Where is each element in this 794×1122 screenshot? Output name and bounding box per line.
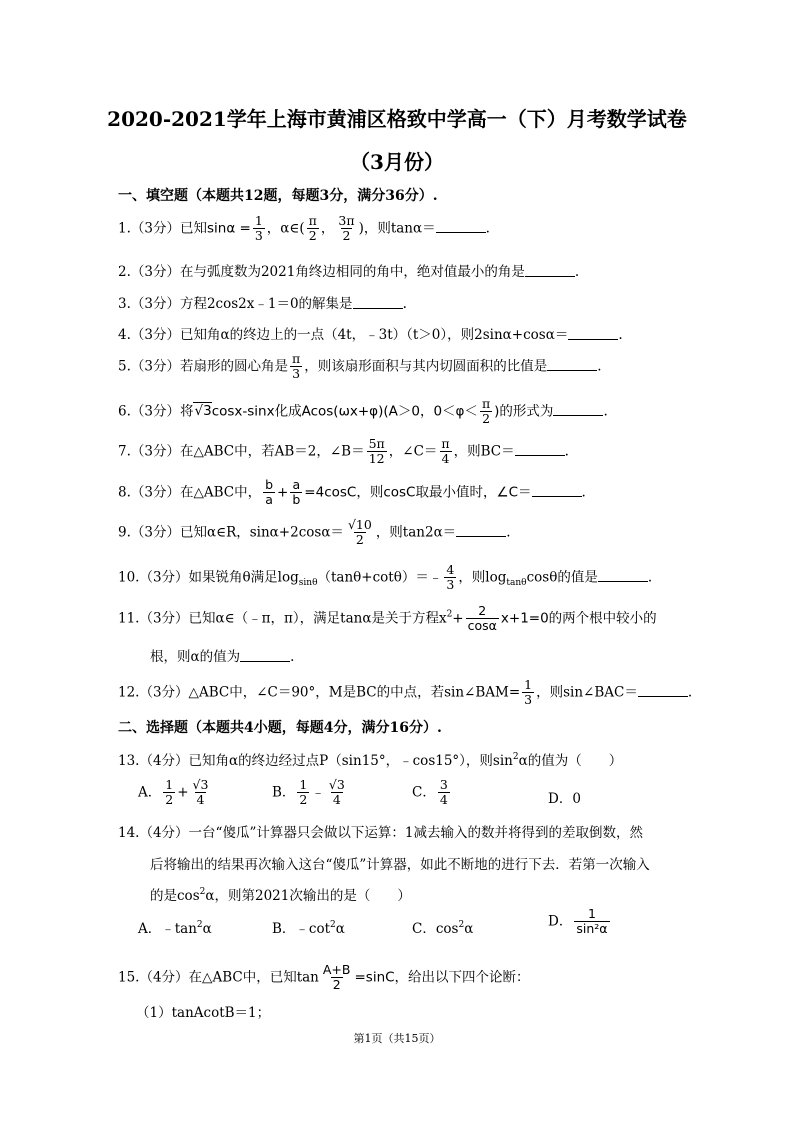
denominator: 2 [332, 977, 341, 993]
q1-text-3: ， [320, 220, 335, 237]
answer-blank[interactable] [532, 484, 582, 497]
q7-text: 7.（3分）在△ABC中，若AB＝2，∠B＝ [118, 443, 365, 460]
numerator: π [481, 396, 491, 411]
document-subtitle: （3月份） [350, 150, 444, 174]
answer-blank[interactable] [553, 403, 603, 416]
q6-end: . [603, 403, 608, 420]
question-11 [118, 604, 657, 634]
question-9 [118, 518, 510, 548]
denominator: sin²α [576, 921, 608, 937]
q1-text-2: ，α∈( [266, 220, 305, 237]
q7-text-2: ，∠C＝ [388, 443, 438, 460]
q3-text: 3.（3分）方程2cos2x﹣1＝0的解集是 [118, 296, 353, 312]
q11-text-2: x+1=0的两个根中较小的 [500, 610, 657, 627]
denominator: 2 [482, 411, 491, 427]
q15-text: 15.（4分）在△ABC中，已知tan [118, 969, 319, 986]
denominator: 2 [342, 228, 351, 244]
denominator: 3 [254, 228, 263, 244]
question-3 [118, 292, 407, 312]
q6-text: 6.（3分）将 [118, 403, 194, 420]
q8-text-2: =4cosC，则cosC取最小值时，∠C＝ [304, 484, 532, 501]
log-base: tanθ [506, 578, 527, 589]
denominator: 4 [441, 451, 450, 467]
q13-text-2: α的值为（ ） [518, 753, 623, 769]
q10-end: . [647, 569, 653, 586]
fraction [290, 478, 302, 508]
fraction [336, 214, 356, 244]
q8-text: 8.（3分）在△ABC中， [118, 484, 262, 501]
q15-text-2: =sinC，给出以下四个论断： [354, 969, 530, 986]
fraction [367, 437, 387, 467]
answer-blank[interactable] [598, 569, 648, 582]
log-base: sinθ [298, 578, 318, 589]
q14-option-b[interactable] [272, 917, 345, 937]
q13-option-d[interactable] [548, 787, 581, 807]
denominator: 2 [308, 228, 317, 244]
answer-blank[interactable] [568, 327, 618, 340]
q5-text-2: ，则该扇形面积与其内切圆面积的比值是 [304, 358, 548, 375]
numerator: A+B [322, 962, 351, 977]
question-8 [118, 478, 586, 508]
option-text: α [202, 921, 212, 937]
numerator: 1 [587, 906, 596, 921]
option-letter: C． [412, 784, 436, 801]
denominator: cosα [467, 618, 497, 634]
fraction [522, 678, 534, 708]
fraction [439, 437, 451, 467]
q13-option-a[interactable] [138, 778, 212, 808]
numerator: √3 [328, 777, 345, 792]
option-text: α [335, 921, 345, 937]
denominator: 4 [332, 792, 341, 808]
option-text: D．0 [548, 791, 581, 807]
question-14: 14.（4分）一台“傻瓜”计算器只会做以下运算：1减去输入的数并将得到的差取倒数，然 [118, 825, 643, 841]
plus-sign: + [277, 484, 289, 501]
q14-text: 的是cos [150, 888, 200, 904]
answer-blank[interactable] [515, 443, 565, 456]
option-letter: D． [548, 913, 573, 930]
q10-text-4: cosθ的值是 [526, 569, 598, 586]
numerator: 3 [439, 777, 448, 792]
question-13 [118, 749, 622, 769]
question-1 [118, 214, 490, 244]
q13-text: 13.（4分）已知角α的终边经过点P（sin15°，﹣cos15°），则sin [118, 753, 513, 769]
answer-blank[interactable] [547, 358, 597, 371]
q10-text-3: ，则log [458, 569, 507, 586]
denominator: 2 [299, 792, 308, 808]
numerator: √3 [192, 777, 209, 792]
fraction [438, 778, 450, 808]
denominator: 12 [368, 451, 385, 467]
option-text: A．﹣tan [138, 921, 197, 937]
section-header-choice: 二、选择题（本题共4小题，每题4分，满分16分）. [118, 720, 442, 736]
numerator: b [265, 477, 274, 492]
q10-text-2: （tanθ+cotθ）＝﹣ [317, 569, 443, 586]
denominator: b [292, 492, 301, 508]
numerator: 1 [254, 213, 263, 228]
fraction [163, 778, 175, 808]
plus-sign: + [452, 610, 464, 627]
denominator: 4 [439, 792, 448, 808]
fraction [466, 604, 499, 634]
q13-option-c[interactable] [412, 778, 452, 808]
denominator: a [265, 492, 273, 508]
q14-option-a[interactable] [138, 917, 212, 937]
q3-end: . [402, 296, 407, 312]
fraction [191, 778, 211, 808]
denominator: 3 [524, 692, 533, 708]
fraction [574, 907, 609, 937]
q6-sqrt: √3 [194, 403, 212, 420]
fraction [346, 518, 374, 548]
exponent: 2 [199, 887, 206, 897]
denominator: 2 [355, 532, 364, 548]
denominator: 3 [292, 366, 301, 382]
question-15 [118, 963, 530, 993]
q11-end: . [290, 649, 295, 665]
question-2 [118, 260, 579, 280]
fraction [263, 478, 275, 508]
numerator: 1 [165, 777, 174, 792]
numerator: 4 [446, 562, 455, 577]
q9-text-2: ，则tan2α＝ [375, 524, 457, 541]
q6-expr: cosx-sinx化成Acos(ωx+φ)(A＞0，0＜φ＜ [211, 403, 478, 420]
page-footer: 第1页（共15页） [353, 1032, 441, 1045]
question-4 [118, 323, 623, 343]
numerator: √10 [347, 517, 372, 532]
q1-expr: sinα = [206, 220, 251, 237]
numerator: π [308, 213, 317, 228]
q5-text: 5.（3分）若扇形的圆心角是 [118, 358, 288, 375]
minus-sign: ﹣ [311, 784, 325, 801]
numerator: 2 [478, 603, 487, 618]
fraction [297, 778, 309, 808]
denominator: 2 [165, 792, 174, 808]
numerator: 3π [338, 213, 355, 228]
answer-blank[interactable] [525, 264, 575, 277]
question-5 [118, 352, 602, 382]
option-text: B．﹣cot [272, 921, 331, 937]
q5-end: . [597, 358, 602, 375]
q7-end: . [564, 443, 569, 460]
q4-text: 4.（3分）已知角α的终边上的一点（4t，﹣3t）（t＞0），则2sinα+cosα＝ [118, 327, 569, 343]
option-text: α [464, 921, 474, 937]
q2-text: 2.（3分）在与弧度数为2021角终边相同的角中，绝对值最小的角是 [118, 264, 525, 280]
numerator: 5π [368, 436, 385, 451]
q11-text-3: 根，则α的值为 [150, 649, 241, 665]
exponent: 2 [512, 752, 519, 762]
answer-blank[interactable] [353, 296, 403, 309]
fraction [444, 563, 456, 593]
numerator: 1 [299, 777, 308, 792]
section-header-fill-in: 一、填空题（本题共12题，每题3分，满分36分）. [118, 188, 438, 204]
q14-option-d[interactable] [548, 907, 612, 937]
numerator: a [292, 477, 301, 492]
document-title: 2020-2021学年上海市黄浦区格致中学高一（下）月考数学试卷 [107, 107, 687, 131]
q4-end: . [618, 327, 623, 343]
q9-text: 9.（3分）已知α∈R，sinα+2cosα＝ [118, 524, 344, 541]
question-10 [118, 563, 652, 593]
question-15-statement-1: （1）tanAcotB＝1； [136, 1005, 271, 1021]
q6-text-2: )的形式为 [494, 403, 554, 420]
option-letter: A． [138, 784, 162, 801]
fraction [480, 397, 492, 427]
question-12 [118, 678, 692, 708]
option-text: C．cos [412, 921, 459, 937]
q14-option-c[interactable] [412, 917, 473, 937]
q2-end: . [574, 264, 580, 280]
q1-text-4: )，则tanα＝ [358, 220, 436, 237]
fraction [253, 214, 265, 244]
q12-text-2: ，则sin∠BAC＝ [536, 684, 638, 701]
q8-end: . [581, 484, 586, 501]
fraction [327, 778, 347, 808]
question-7 [118, 437, 569, 467]
q14-text-2: α，则第2021次输出的是（ ） [205, 888, 411, 904]
exponent: 2 [458, 920, 465, 930]
exponent: 2 [196, 920, 203, 930]
numerator: π [291, 351, 301, 366]
q12-end: . [687, 684, 693, 701]
numerator: 1 [524, 677, 533, 692]
question-14-line-3 [150, 884, 411, 904]
answer-blank[interactable] [456, 524, 506, 537]
answer-blank[interactable] [436, 220, 486, 233]
answer-blank[interactable] [638, 684, 688, 697]
q1-text: 1.（3分）已知 [118, 220, 207, 237]
fraction [307, 214, 319, 244]
plus-sign: + [177, 784, 189, 801]
option-letter: B． [272, 784, 296, 801]
q11-text: 11.（3分）已知α∈（﹣π，π），满足tanα是关于方程x [118, 610, 447, 627]
exponent: 2 [446, 609, 453, 620]
denominator: 4 [196, 792, 205, 808]
q10-text: 10.（3分）如果锐角θ满足log [118, 569, 299, 586]
answer-blank[interactable] [240, 649, 290, 662]
q9-end: . [506, 524, 511, 541]
q12-text: 12.（3分）△ABC中，∠C＝90°，M是BC的中点，若sin∠BAM= [118, 684, 521, 701]
q7-text-3: ，则BC＝ [453, 443, 515, 460]
question-6 [118, 397, 608, 427]
exponent: 2 [330, 920, 336, 930]
q1-end: . [485, 220, 490, 237]
question-14-line-2: 后将输出的结果再次输入这台“傻瓜”计算器，如此不断地的进行下去．若第一次输入 [150, 857, 650, 873]
fraction [290, 352, 302, 382]
denominator: 3 [446, 577, 455, 593]
q13-option-b[interactable] [272, 778, 349, 808]
fraction [321, 963, 353, 993]
question-11-cont [150, 645, 294, 665]
numerator: π [441, 436, 450, 451]
